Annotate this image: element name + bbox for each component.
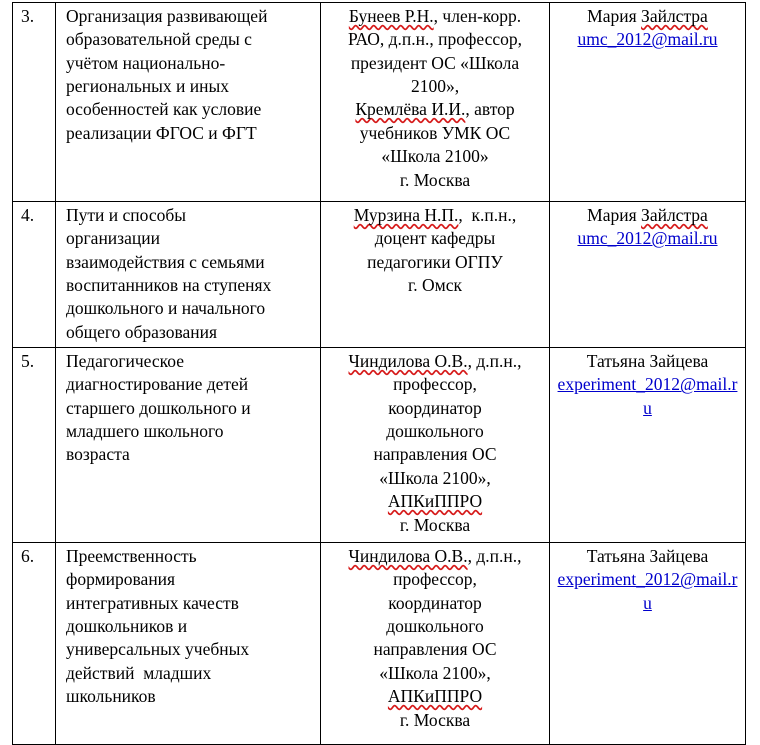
contact-email-link[interactable]: umc_2012@mail.ru [577,228,718,249]
author-line-tail: , к.п.н., [458,205,517,225]
topic-line: старшего дошкольного и [66,397,251,418]
misspelled-word: Чиндилова О.В. [348,546,468,566]
row-number-cell [13,543,56,745]
topic-line: Педагогическое [66,351,184,371]
contact-name [554,204,741,227]
topic-line: дошкольного и начального [66,298,266,319]
row-number-cell [13,348,56,543]
misspelled-word: АПКиППРО [387,686,483,707]
contact-cell [550,348,746,543]
topic-line: интегративных качеств [66,592,239,613]
table-row [13,3,746,202]
misspelled-word: Мурзина Н.П. [353,205,459,225]
author-line: «Школа 2100», [379,662,491,683]
contact-email-link-wrap [554,373,741,420]
misspelled-word: Зайлстра [641,205,708,225]
topic-line: воспитанников на ступенях [66,275,272,296]
author-line [325,490,545,513]
topic-cell [56,348,321,543]
row-number: 4. [21,205,35,225]
contact-first-name: Мария [587,205,642,225]
misspelled-word: Зайлстра [641,6,708,26]
author-line: дошкольного [386,616,484,637]
topic-line: региональных и иных [66,76,230,97]
author-line: координатор [388,397,482,418]
contact-cell [550,202,746,348]
author-line [325,5,545,28]
author-cell [321,348,550,543]
topic-line: школьников [66,686,156,707]
author-line: профессор, [393,374,477,395]
topic-line: организации [66,228,160,249]
table-body [13,3,746,745]
author-line: г. Москва [399,709,471,730]
misspelled-word: Бунеев Р.Н. [348,6,434,26]
author-line [325,204,545,227]
topic-line: дошкольников и [66,616,188,637]
contact-email-link-wrap [554,227,741,250]
table-row [13,348,746,543]
misspelled-word: Кремлёва И.И. [355,99,466,120]
author-cell [321,202,550,348]
topic-cell [56,543,321,745]
topic-cell [56,3,321,202]
author-line: доцент кафедры [374,228,496,249]
author-line: профессор, [393,569,477,590]
topic-line: формирования [66,569,176,590]
author-line-tail: , член-корр. [433,6,522,26]
row-number-cell [13,202,56,348]
author-cell [321,3,550,202]
topic-line: реализации ФГОС и ФГТ [66,122,257,143]
row-number: 5. [21,351,35,371]
author-line-tail: , д.п.н., [467,546,522,566]
events-table [12,2,746,745]
contact-email-link-wrap [554,28,741,51]
topic-line: Пути и способы [66,205,187,225]
author-line-tail: , автор [465,99,515,120]
misspelled-word: АПКиППРО [387,491,483,512]
author-line: президент ОС «Школа [350,52,520,73]
row-number-cell [13,3,56,202]
contact-cell [550,3,746,202]
author-line: г. Омск [408,275,462,296]
author-line: «Школа 2100», [379,467,491,488]
author-line: г. Москва [399,169,471,190]
author-line: педагогики ОГПУ [367,251,503,272]
author-line: РАО, д.п.н., профессор, [348,29,522,50]
author-line [325,350,545,373]
topic-line: особенностей как условие [66,99,262,120]
misspelled-word: Чиндилова О.В. [348,351,468,371]
row-number: 3. [21,6,35,26]
topic-line: универсальных учебных [66,639,250,660]
contact-email-link-wrap [554,568,741,615]
topic-line: действий младших [66,662,212,683]
author-line: координатор [388,592,482,613]
author-line: направления ОС [373,639,497,660]
author-line: дошкольного [386,421,484,442]
topic-line: Организация развивающей [66,6,268,26]
contact-email-link[interactable]: experiment_2012@mail.ru [557,374,738,418]
author-line-tail: , д.п.н., [467,351,522,371]
topic-line: младшего школьного [66,421,224,442]
topic-line: возраста [66,444,130,465]
author-line [325,545,545,568]
topic-line: учётом национально- [66,52,226,73]
author-line: учебников УМК ОС [359,122,511,143]
author-line: 2100», [410,76,460,97]
topic-line: общего образования [66,321,218,342]
contact-email-link[interactable]: umc_2012@mail.ru [577,29,718,50]
topic-line: диагностирование детей [66,374,249,395]
topic-line: Преемственность [66,546,197,566]
contact-first-name: Мария [587,6,642,26]
topic-cell [56,202,321,348]
row-number: 6. [21,546,35,566]
topic-line: образовательной среды с [66,29,252,50]
author-cell [321,543,550,745]
topic-line: взаимодействия с семьями [66,251,265,272]
author-line: направления ОС [373,444,497,465]
contact-name: Татьяна Зайцева [586,546,709,566]
contact-name [554,5,741,28]
contact-cell [550,543,746,745]
table-row [13,202,746,348]
author-line: г. Москва [399,514,471,535]
author-line [325,685,545,708]
author-line: «Школа 2100» [381,146,489,167]
table-row [13,543,746,745]
contact-name: Татьяна Зайцева [586,351,709,371]
author-line [325,98,545,121]
contact-email-link[interactable]: experiment_2012@mail.ru [557,569,738,613]
